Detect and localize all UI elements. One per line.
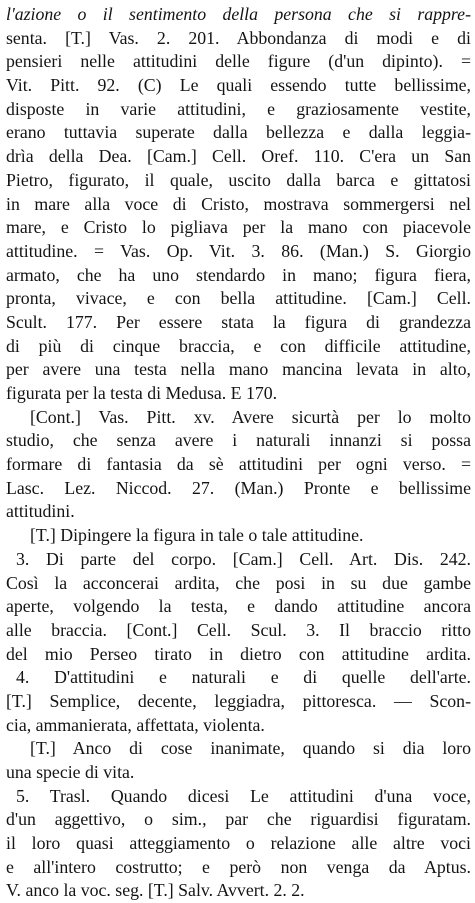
text-line: Lasc. Lez. Niccod. 27. (Man.) Pronte e bellissime (6, 477, 471, 498)
text-line: [T.] Semplice, decente, leggiadra, pittoresca. — Scon- (6, 690, 471, 711)
text-line: Così la acconcerai ardita, che posi in su due gambe (6, 572, 471, 593)
text-line: d'un aggettivo, o sim., par che riguardisi figuratam. (6, 809, 471, 830)
text-line: 4. D'attitudini e naturali e di quelle dell'arte. (16, 667, 471, 688)
text-line: alle braccia. [Cont.] Cell. Scul. 3. Il braccio ritto (6, 619, 471, 640)
text-line: senta. [T.] Vas. 2. 201. Abbondanza di modi e di (6, 27, 471, 48)
text-line: e all'intero costrutto; e però non venga da Aptus. (6, 856, 471, 877)
text-line: una specie di vita. (6, 762, 135, 782)
text-line: 5. Trasl. Quando dicesi Le attitudini d'una voce, (16, 785, 471, 806)
text-line: il loro quasi atteggiamento o relazione alle altre voci (6, 833, 471, 854)
text-line: figurata per la testa di Medusa. E 170. (6, 383, 278, 403)
text-line: V. anco la voc. seg. [T.] Salv. Avvert. 2. 2. (6, 880, 305, 901)
entry-text (6, 3, 471, 903)
text-line: in mare alla voce di Cristo, mostrava sommergersi nel (6, 193, 471, 214)
text-line: formare di fantasia da sè attitudini per ogni verso. = (6, 454, 471, 475)
text-line: cia, ammanierata, affettata, violenta. (6, 714, 265, 735)
text-line: attitudine. = Vas. Op. Vit. 3. 86. (Man.) S. Giorgio (6, 240, 471, 261)
text-line: aperte, volgendo la testa, e dando attitudine ancora (6, 596, 471, 617)
text-line: disposte in varie attitudini, e graziosamente vestite, (6, 98, 471, 119)
text-line: [T.] Anco di cose inanimate, quando si dia loro (30, 738, 471, 759)
text-line: studio, che senza avere i naturali innanzi si possa (6, 430, 471, 451)
text-line: pronta, vivace, e con bella attitudine. [Cam.] Cell. (6, 288, 471, 309)
text-line: Pietro, figurato, il quale, uscito dalla barca e gittatosi (6, 169, 471, 190)
text-line: Scult. 177. Per essere stata la figura di grandezza (6, 311, 471, 332)
text-line: [Cont.] Vas. Pitt. xv. Avere sicurtà per lo molto (30, 406, 471, 427)
text-line: del mio Perseo tirato in dietro con attitudine ardita. (6, 643, 471, 664)
text-line: per avere una testa nella mano mancina levata in alto, (6, 359, 471, 380)
text-line: pensieri nelle attitudini delle figure (d'un dipinto). = (6, 51, 471, 72)
text-line: attitudini. (6, 501, 75, 522)
text-line: armato, che ha uno stendardo in mano; figura fiera, (6, 264, 471, 285)
text-line: Vit. Pitt. 92. (C) Le quali essendo tutte bellissime, (6, 75, 471, 96)
text-line: drìa della Dea. [Cam.] Cell. Oref. 110. C'era un San (6, 146, 471, 167)
text-line: mare, e Cristo lo pigliava per la mano con piacevole (6, 217, 471, 238)
text-line: 3. Di parte del corpo. [Cam.] Cell. Art. Dis. 242. (16, 548, 471, 569)
text-line: erano tuttavia superate dalla bellezza e dalla leggia- (6, 122, 471, 143)
text-line: l'azione o il sentimento della persona che si rappre- (6, 4, 471, 24)
text-line: di più di cinque braccia, e con difficile attitudine, (6, 335, 471, 356)
text-line: [T.] Dipingere la figura in tale o tale attitudine. (30, 525, 364, 546)
